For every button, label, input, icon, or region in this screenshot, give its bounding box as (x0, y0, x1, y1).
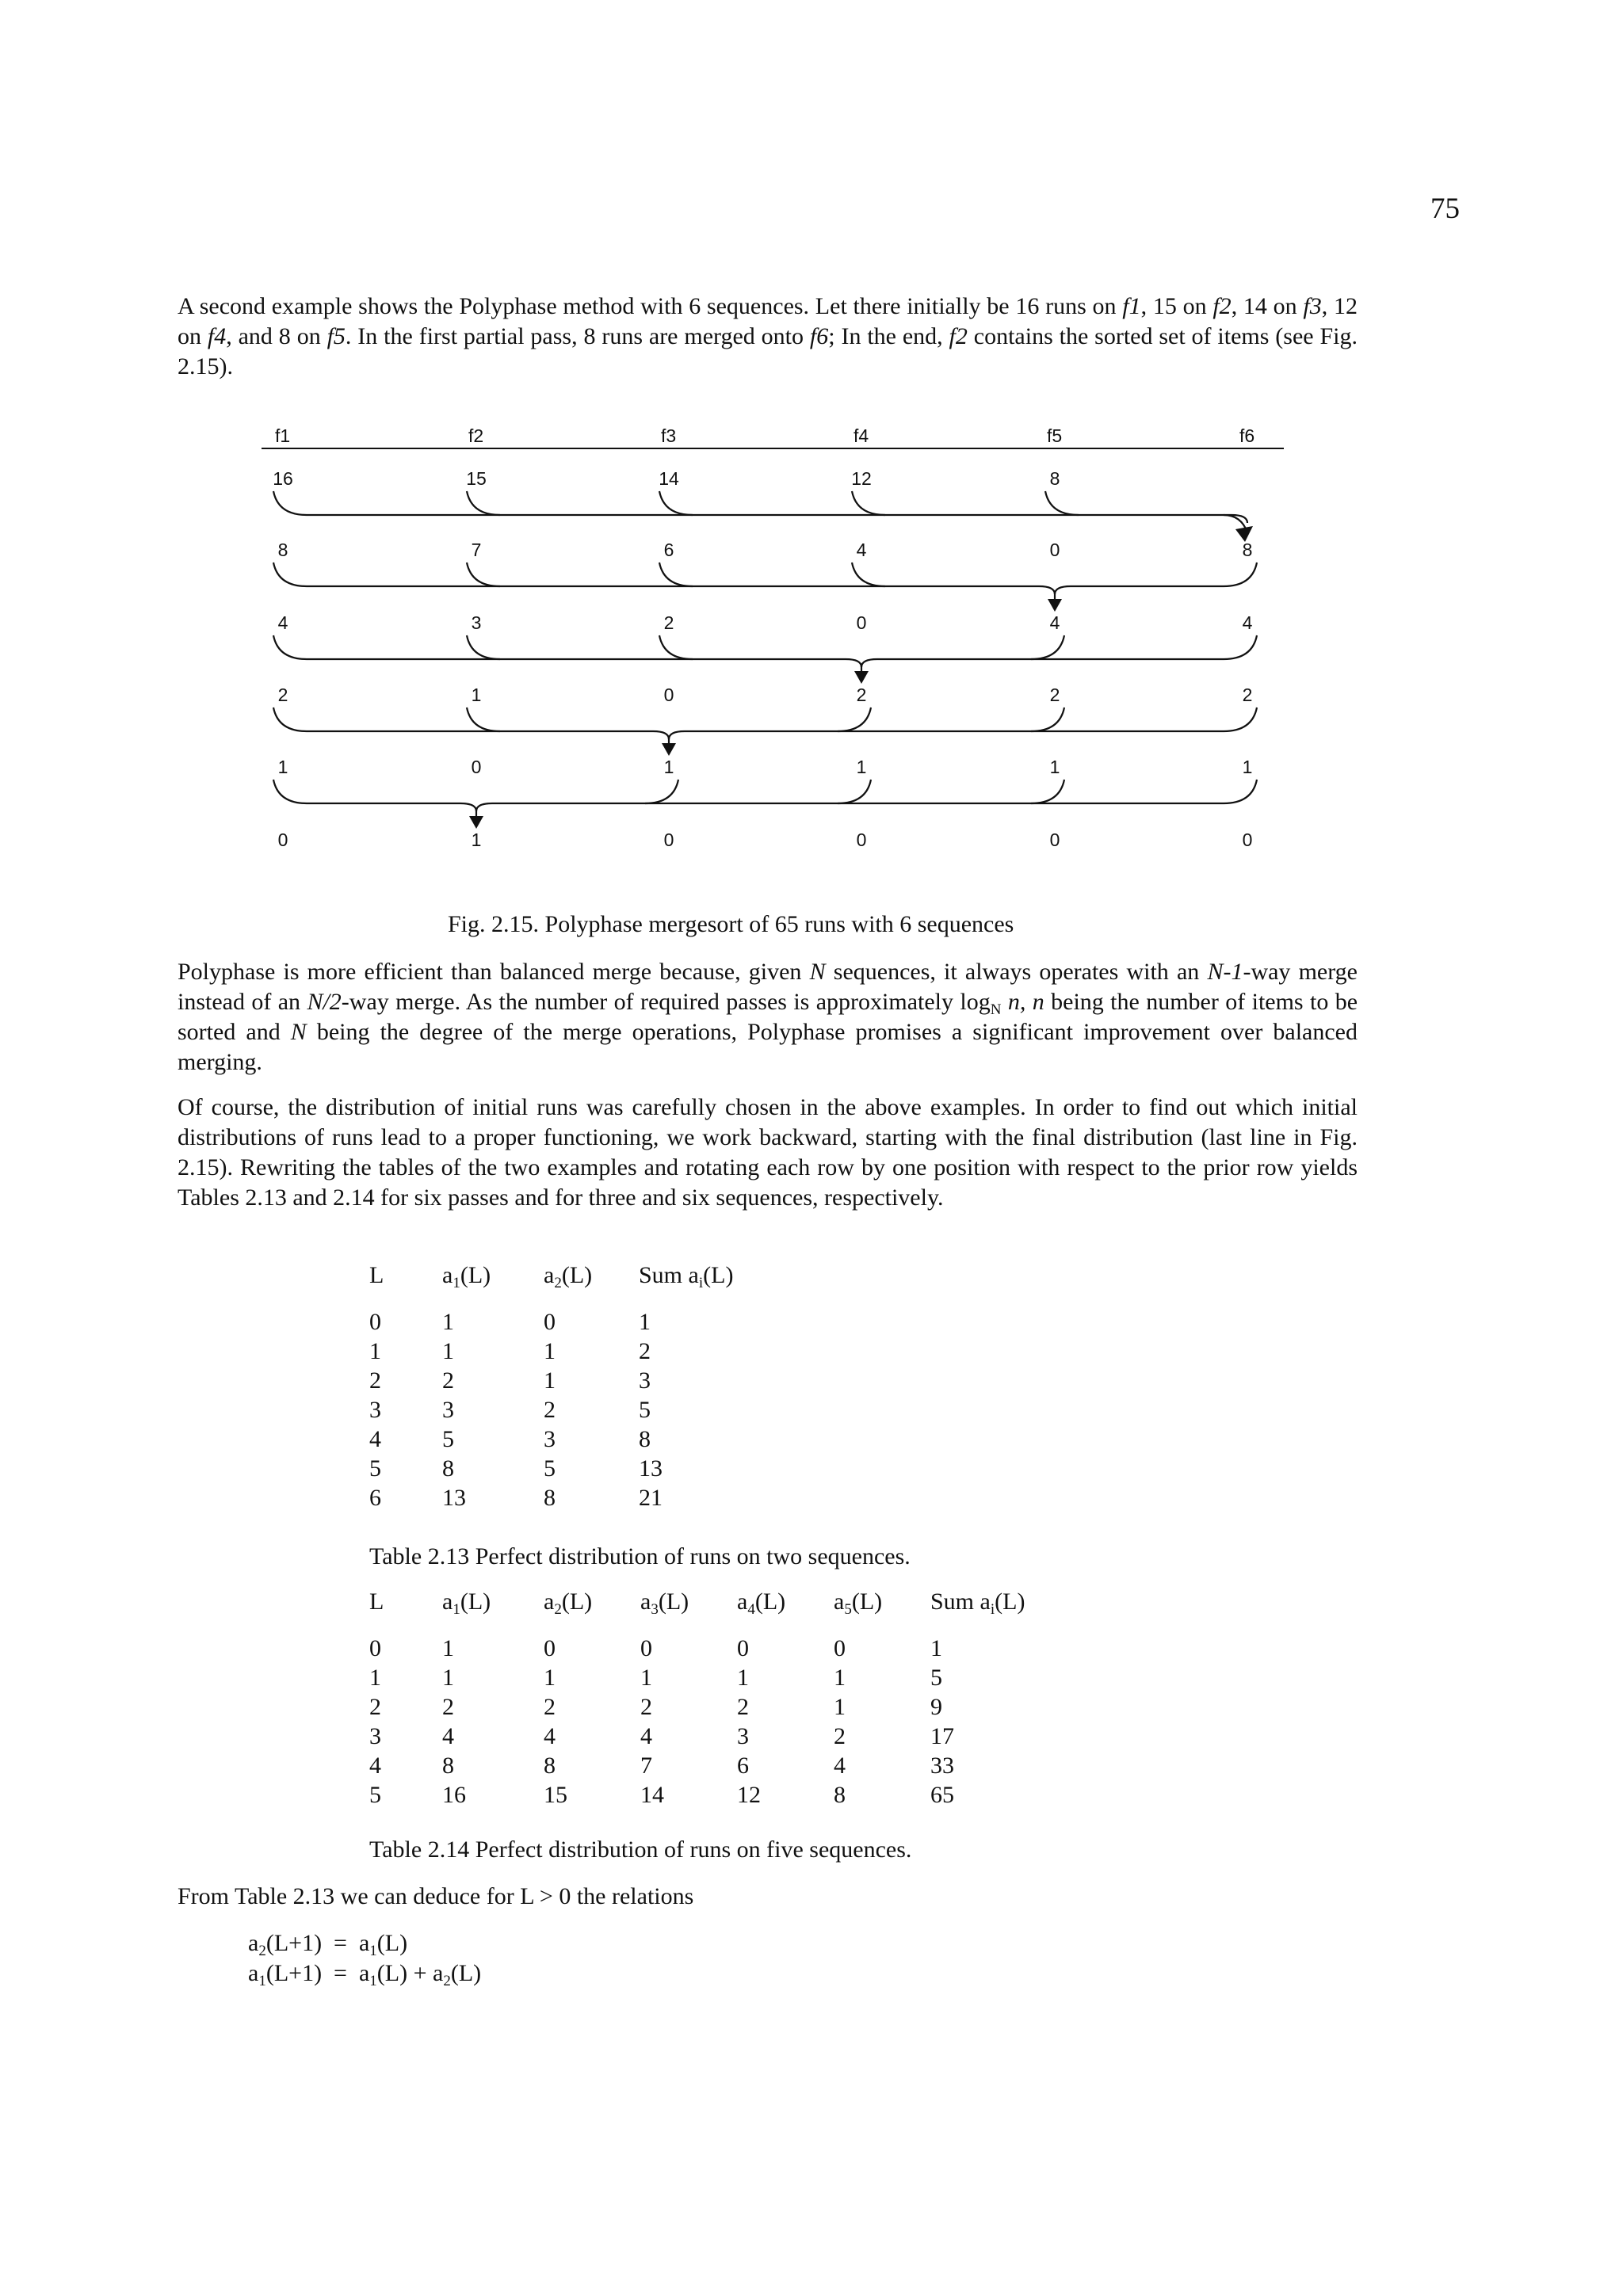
table-cell: 1 (930, 1635, 942, 1661)
run-count: 8 (1242, 540, 1253, 560)
brace-stroke (467, 707, 500, 731)
table-cell: 4 (544, 1723, 556, 1749)
page-number: 75 (1430, 193, 1460, 225)
table-2-13 (369, 1262, 766, 1514)
run-count: 8 (277, 540, 288, 560)
table-row (369, 1723, 1057, 1753)
header-l: L (369, 1262, 384, 1288)
relations-intro: From Table 2.13 we can deduce for L > 0 the relations (178, 1883, 694, 1909)
table-row (369, 1309, 766, 1338)
brace-left (307, 731, 669, 739)
table-cell: 8 (544, 1753, 556, 1779)
brace-stroke (467, 563, 500, 586)
table-cell: 1 (544, 1367, 556, 1394)
brace-stroke (1224, 707, 1257, 731)
table-cell: 12 (737, 1782, 761, 1808)
table-cell: 4 (834, 1753, 846, 1779)
brace-left (307, 803, 476, 811)
header-a1: $a_1(L)$ (442, 1589, 491, 1618)
header-l: L (369, 1589, 384, 1615)
column-header-f3: f3 (661, 425, 677, 446)
brace-stroke (1031, 707, 1064, 731)
brace-stroke (659, 563, 693, 586)
arrow-head (854, 671, 869, 684)
brace-stroke (838, 780, 871, 803)
column-header-f4: f4 (854, 425, 869, 446)
header-a2: $a_2(L)$ (544, 1262, 593, 1291)
brace-right (1055, 586, 1224, 594)
figure-caption: Fig. 2.15. Polyphase mergesort of 65 runs with 6 sequences (448, 911, 1014, 937)
run-count: 4 (856, 540, 867, 560)
table-cell: 16 (442, 1782, 466, 1808)
run-count: 2 (277, 685, 288, 705)
table-cell: 1 (544, 1665, 556, 1691)
table-cell: 0 (737, 1635, 749, 1661)
header-sum: Sum $a_i(L)$ (639, 1262, 734, 1291)
table-row (369, 1397, 766, 1426)
table-cell: 2 (640, 1694, 652, 1720)
run-count: 1 (856, 757, 867, 777)
table-cell: 2 (544, 1397, 556, 1423)
header-sum: Sum $a_i(L)$ (930, 1589, 1025, 1618)
column-header-f6: f6 (1239, 425, 1255, 446)
table-row (369, 1426, 766, 1455)
table-cell: 5 (369, 1782, 381, 1808)
run-count: 1 (471, 830, 482, 850)
brace-stroke (852, 563, 885, 586)
run-count: 0 (471, 757, 482, 777)
table-cell: 14 (640, 1782, 664, 1808)
table-cell: 33 (930, 1753, 954, 1779)
table-cell: 2 (442, 1694, 454, 1720)
table-cell: 5 (930, 1665, 942, 1691)
table-row (369, 1338, 766, 1367)
run-count: 0 (1049, 540, 1060, 560)
run-count: 12 (851, 468, 872, 489)
brace-stroke (273, 491, 307, 515)
table-cell: 1 (544, 1338, 556, 1364)
arrow-head (1048, 599, 1062, 612)
table-cell: 2 (544, 1694, 556, 1720)
table-cell: 0 (369, 1309, 381, 1335)
run-count: 4 (1049, 612, 1060, 633)
intro-paragraph: A second example shows the Polyphase method with 6 sequences. Let there initially be 16 runs on f1, 15 on f2, 14 on f3, 12 on f4, and 8 on f5. In the first partial pass, 8 runs are merged onto f6; In the end, f2 contains the sorted set of items (see Fig. 2.15). (178, 293, 1358, 379)
run-count: 0 (856, 612, 867, 633)
run-count: 8 (1049, 468, 1060, 489)
table-cell: 5 (442, 1426, 454, 1452)
table-cell: 8 (442, 1753, 454, 1779)
table-cell: 8 (834, 1782, 846, 1808)
run-count: 1 (663, 757, 674, 777)
brace-stroke (467, 635, 500, 659)
table-cell: 21 (639, 1485, 663, 1511)
table-cell: 0 (640, 1635, 652, 1661)
run-count: 15 (466, 468, 487, 489)
run-count: 4 (1242, 612, 1253, 633)
brace-stroke (1224, 635, 1257, 659)
distribution-paragraph: Of course, the distribution of initial runs was carefully chosen in the above examples. In order to find out which initial distributions of runs lead to a proper functioning, we work backward, starting with the final distribution (last line in Fig. 2.15). Rewriting the tables of the two examples and rotating each row by one position with respect to the prior row yields Tables 2.13 and 2.14 for six passes and for three and six sequences, respectively. (178, 1094, 1358, 1211)
run-count: 0 (1242, 830, 1253, 850)
run-count: 0 (277, 830, 288, 850)
brace-stroke (273, 707, 307, 731)
run-count: 1 (471, 685, 482, 705)
polyphase-merge-figure (262, 418, 1316, 870)
run-count: 0 (663, 830, 674, 850)
table-cell: 13 (639, 1455, 663, 1482)
brace-stroke (838, 707, 871, 731)
run-count: 6 (663, 540, 674, 560)
run-count: 2 (1049, 685, 1060, 705)
table-cell: 2 (737, 1694, 749, 1720)
table-cell: 3 (639, 1367, 651, 1394)
table-cell: 3 (544, 1426, 556, 1452)
column-header-f2: f2 (468, 425, 484, 446)
table-row (369, 1782, 1057, 1811)
formula-a1: $a_1(L+1) = a_1(L) + a_2(L)$ (248, 1960, 482, 1989)
table-cell: 1 (442, 1338, 454, 1364)
table-cell: 13 (442, 1485, 466, 1511)
brace-right (861, 659, 1224, 667)
table-cell: 0 (369, 1635, 381, 1661)
table-cell: 4 (640, 1723, 652, 1749)
run-count: 0 (1049, 830, 1060, 850)
header-a1: $a_1(L)$ (442, 1262, 491, 1291)
brace-left (307, 586, 1055, 594)
table-cell: 2 (834, 1723, 846, 1749)
brace-stroke (1031, 635, 1064, 659)
table-2-13-caption: Table 2.13 Perfect distribution of runs on two sequences. (369, 1543, 911, 1569)
run-count: 2 (1242, 685, 1253, 705)
header-a2: $a_2(L)$ (544, 1589, 593, 1618)
table-cell: 4 (442, 1723, 454, 1749)
table-cell: 1 (737, 1665, 749, 1691)
run-count: 2 (856, 685, 867, 705)
table-cell: 0 (544, 1635, 556, 1661)
table-row (369, 1455, 766, 1485)
header-a3: $a_3(L)$ (640, 1589, 689, 1618)
table-cell: 1 (834, 1694, 846, 1720)
brace-stroke (467, 491, 500, 515)
table-cell: 5 (544, 1455, 556, 1482)
run-count: 0 (856, 830, 867, 850)
arrow-head (469, 816, 483, 829)
header-a5: $a_5(L)$ (834, 1589, 883, 1618)
table-cell: 0 (834, 1635, 846, 1661)
table-cell: 1 (442, 1309, 454, 1335)
table-cell: 9 (930, 1694, 942, 1720)
run-count: 2 (663, 612, 674, 633)
table-cell: 17 (930, 1723, 954, 1749)
brace-stroke (1031, 780, 1064, 803)
brace-stroke (852, 491, 885, 515)
table-cell: 1 (834, 1665, 846, 1691)
table-cell: 15 (544, 1782, 567, 1808)
table-row (369, 1485, 766, 1514)
run-count: 7 (471, 540, 482, 560)
table-cell: 3 (369, 1397, 381, 1423)
table-cell: 2 (369, 1694, 381, 1720)
brace-stroke (1045, 491, 1079, 515)
table-cell: 0 (544, 1309, 556, 1335)
table-row (369, 1694, 1057, 1723)
table-row (369, 1753, 1057, 1782)
brace-stroke (659, 635, 693, 659)
table-cell: 3 (442, 1397, 454, 1423)
table-cell: 6 (737, 1753, 749, 1779)
header-a4: $a_4(L)$ (737, 1589, 786, 1618)
table-2-14-caption: Table 2.14 Perfect distribution of runs on five sequences. (369, 1836, 912, 1863)
brace-stroke (273, 780, 307, 803)
run-count: 14 (659, 468, 679, 489)
table-cell: 5 (639, 1397, 651, 1423)
table-cell: 3 (369, 1723, 381, 1749)
table-row (369, 1367, 766, 1397)
run-count: 1 (277, 757, 288, 777)
brace-stroke (273, 563, 307, 586)
run-count: 1 (1049, 757, 1060, 777)
table-cell: 1 (369, 1665, 381, 1691)
brace-stroke (659, 491, 693, 515)
run-count: 3 (471, 612, 482, 633)
table-cell: 4 (369, 1426, 381, 1452)
table-cell: 6 (369, 1485, 381, 1511)
table-cell: 1 (442, 1635, 454, 1661)
table-cell: 2 (369, 1367, 381, 1394)
table-cell: 7 (640, 1753, 652, 1779)
table-cell: 8 (442, 1455, 454, 1482)
brace-stroke (645, 780, 678, 803)
table-cell: 2 (639, 1338, 651, 1364)
brace-right (669, 731, 1224, 739)
arrow-head (662, 743, 676, 756)
table-cell: 2 (442, 1367, 454, 1394)
brace-left (307, 515, 1247, 523)
table-cell: 65 (930, 1782, 954, 1808)
table-cell: 1 (442, 1665, 454, 1691)
table-row (369, 1635, 1057, 1665)
table-cell: 3 (737, 1723, 749, 1749)
brace-stroke (1224, 780, 1257, 803)
table-cell: 8 (544, 1485, 556, 1511)
run-count: 4 (277, 612, 288, 633)
table-cell: 1 (639, 1309, 651, 1335)
table-cell: 5 (369, 1455, 381, 1482)
brace-right (476, 803, 1224, 811)
table-cell: 1 (369, 1338, 381, 1364)
table-cell: 1 (640, 1665, 652, 1691)
table-cell: 4 (369, 1753, 381, 1779)
column-header-f1: f1 (275, 425, 291, 446)
table-cell: 8 (639, 1426, 651, 1452)
brace-left (307, 659, 861, 667)
run-count: 0 (663, 685, 674, 705)
formula-a2: $a_2(L+1) = a_1(L)$ (248, 1930, 408, 1959)
brace-stroke (273, 635, 307, 659)
efficiency-paragraph: Polyphase is more efficient than balanced merge because, given N sequences, it always operates with an N-1-way merge instead of an N/2-way merge. As the number of required passes is approximately $\log_N n$, n being the number of items to be sorted and N being the degree of the merge operations, Polyphase promises a significant improvement over balanced merging. (178, 959, 1358, 1075)
run-count: 16 (273, 468, 293, 489)
brace-stroke (1224, 563, 1257, 586)
table-2-14 (369, 1589, 1057, 1811)
run-count: 1 (1242, 757, 1253, 777)
column-header-f5: f5 (1047, 425, 1063, 446)
table-row (369, 1665, 1057, 1694)
